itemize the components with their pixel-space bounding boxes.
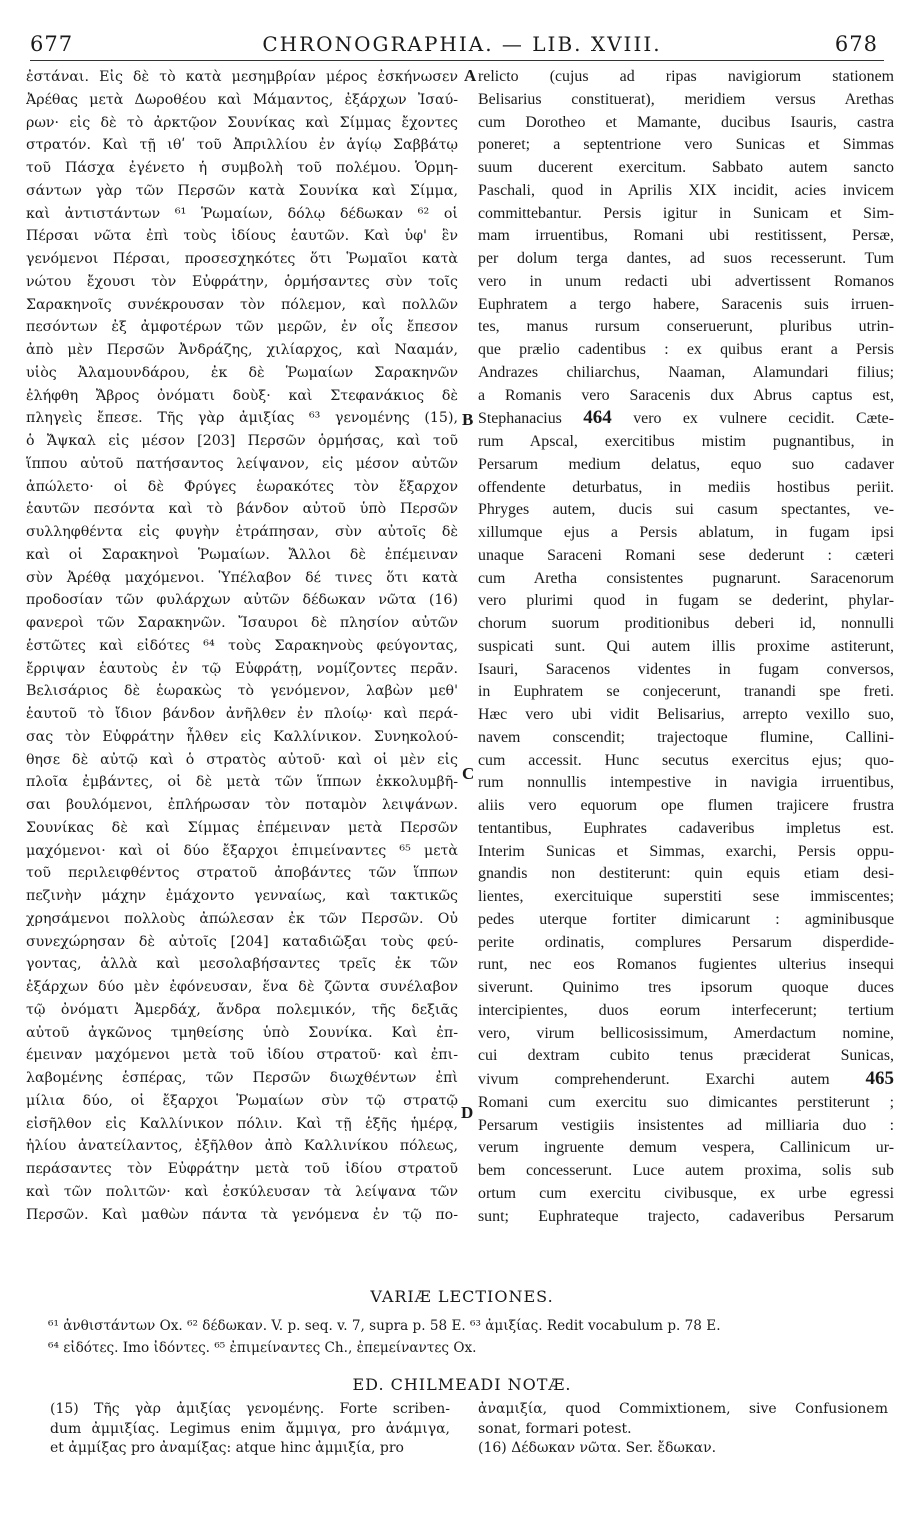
latin-text-line: rum Apscal, exercitibus mistim pugnantibus, in [478,433,894,450]
latin-text-line: Isauri, Saracenos videntes in fugam conversos, [478,660,894,678]
greek-text-line: νώτου ἔχουσι τὸν Εὐφράτην, ὁρμήσαντες σὺν τοῖς [26,273,458,290]
latin-text-line: vero in unum redacti ubi advertissent Romanos [478,272,894,290]
latin-text-fragment: Stephanacius [478,410,562,428]
latin-text-line: offendente deturbatus, in mediis hostibus periit. [478,478,894,496]
greek-text-line: προδοσίαν τῶν φυλάρχων αὐτῶν δέδωκαν νῶτα (16) [26,592,458,609]
latin-text-line: verum ingruente demum vespera, Callinicum ur- [478,1139,894,1157]
note-line: ἀναμιξία, quod Commixtionem, sive Confusionem [478,1401,888,1417]
greek-text-line: συνεχώρησαν δὲ αὐτοῖς [204] καταδιῶξαι τοὺς φεύ- [26,933,458,950]
greek-text-line: τοῦ περιλειφθέντος στρατοῦ ἀποβάντες τῶν ἵππων [26,865,458,882]
greek-text-line: καὶ τῶν πολιτῶν· καὶ ἐσκύλευσαν τὰ λείψανα τῶν [26,1183,458,1200]
greek-text-line: γοντας, ἀλλὰ καὶ μεσολαβήσαντες τρεῖς ἐκ τῶν [26,956,458,973]
margin-marker-a: A [464,66,477,85]
variae-line-2: ⁶⁴ εἰδότες. Imo ἰδόντες. ⁶⁵ ἐπιμείναντες Ch., ἐπεμείναντες Ox. [48,1340,477,1356]
latin-text-line: Persarum vestigiis insistentes ad milliaria duo : [478,1116,894,1134]
greek-text-line: πεσόντων ἐξ ἀμφοτέρων τῶν μερῶν, ἐν οἷς ἔπεσον [26,319,458,336]
latin-text-line: tentantibus, Euphrates cadaveribus impletus est. [478,819,894,837]
latin-text-line: navem conscendit; trajectoque flumine, Callini- [478,728,894,746]
greek-text-line: πεζινὴν μάχην ἐμάχοντο γενναίως, καὶ τακτικῶς [26,888,458,904]
greek-text-line: τοῦ Πάσχα ἐγένετο ἡ συμβολὴ τοῦ πολέμου. Ὁρμη- [26,160,458,176]
greek-text-line: λαβομένης ἑσπέρας, τῶν Περσῶν διωχθέντων ἐπὶ [26,1070,458,1086]
latin-text-column [478,66,894,1228]
latin-text-line: bem concesserunt. Luce autem proxima, solis sub [478,1162,894,1179]
greek-text-line: Σουνίκας δὲ καὶ Σίμμας ἐπέμειναν μετὰ Περσῶν [26,819,458,836]
greek-text-line: χρησάμενοι πολλοὺς ἀπώλεσαν ἐκ τῶν Περσῶν. Οὐ [26,910,458,927]
greek-text-line: εἰσῆλθον εἰς Καλλίνικον πόλιν. Καὶ τῇ ἑξῆς ἡμέρᾳ, [26,1115,458,1132]
latin-text-line [478,1068,894,1092]
greek-text-line: Σαρακηνοῖς συνέκρουσαν τὸν πόλεμον, καὶ πολλῶν [26,296,458,313]
latin-text-line: Interim Sunicas et Simmas, exarchi, Persis oppu- [478,842,894,860]
latin-text-line: poneret; a septentrione vero Sunicas et Simmas [478,136,894,154]
inline-page-number-464: 464 [583,407,612,429]
latin-text-line: intercipientes, duos eorum interfecerunt; tertium [478,1001,894,1019]
greek-text-line: φανεροὶ τῶν Σαρακηνῶν. Ἴσαυροι δὲ πλησίον αὐτῶν [26,615,458,631]
note-line: et ἀμμίξας pro ἀναμίξας: atque hinc ἀμμιξία, pro [50,1440,404,1456]
latin-text-line: siverunt. Quinimo tres ipsorum quoque duces [478,979,894,996]
notes-right-column [478,1400,888,1459]
latin-text-line: tes, manus rursum conseruerunt, pluribus utrin- [478,318,894,336]
latin-text-line: cum accessit. Hunc secutus exercitus ejus; quo- [478,751,894,769]
latin-text-line: relicto (cujus ad ripas navigiorum stationem [478,68,894,85]
note-line: (15) Τῆς γὰρ ἀμιξίας γενομένης. Forte scriben- [50,1401,450,1417]
latin-text-line: perite ordinatis, complures Persarum disperdide- [478,933,894,951]
greek-text-line: στρατόν. Καὶ τῇ ιθʹ τοῦ Ἀπριλλίου ἐν ἁγίῳ Σαββάτῳ [26,137,458,154]
latin-text-line: vero plurimi quod in fugam se dederint, phylar- [478,592,894,610]
variae-line-1: ⁶¹ ἀνθιστάντων Ox. ⁶² δέδωκαν. V. p. seq. v. 7, supra p. 58 E. ⁶³ ἀμιξίας. Redit vocabulum p. 78 E. [48,1318,721,1334]
page-header [0,22,924,56]
greek-text-line: Βελισάριος δὲ ἑωρακὼς τὸ γενόμενον, λαβὼν μεθ' [26,683,458,700]
greek-text-line: ἑαυτῶν πεσόντα καὶ τὸ βάνδον αὐτοῦ ὑπὸ Περσῶν [26,501,458,518]
greek-text-line: ἐξάρχων δύο μὲν ἐφόνευσαν, ἕνα δὲ ζῶντα συνέλαβον [26,979,458,995]
latin-text-line: Hæc vero ubi vidit Belisarius, arrepto vexillo suo, [478,706,894,723]
inline-page-number-465: 465 [865,1068,894,1089]
greek-text-line: πληγεὶς ἔπεσε. Τῆς γὰρ ἀμιξίας ⁶³ γενομένης (15), [26,410,458,427]
latin-text-line: que prælio cadentibus : ex quibus erant a Persis [478,341,894,358]
running-title: CHRONOGRAPHIA. — LIB. XVIII. [262,32,662,56]
latin-text-line: runt, nec eos Romanos fugientes ulterius insequi [478,956,894,974]
latin-text-line: committebantur. Persis igitur in Sunicam et Sim- [478,204,894,222]
latin-text-line: pedes uterque fortiter dimicarunt : agminibusque [478,910,894,928]
latin-text-line: Phryges autem, ducis sui casum spectantes, ve- [478,501,894,519]
greek-text-line: καὶ ἀντιστάντων ⁶¹ Ῥωμαίων, δόλῳ δέδωκαν ⁶² οἱ [26,205,458,222]
greek-text-line: ἔρριψαν ἑαυτοὺς ἐν τῷ Εὐφράτῃ, νομίζοντες περᾶν. [26,660,458,677]
latin-text-line: chorum suorum proditionibus deberi id, nonnulli [478,615,894,632]
greek-text-line: ἀπώλετο· οἱ δὲ Φρύγες ἑωρακότες τὸν ἔξαρχον [26,478,458,495]
latin-text-line: Romani cum exercitu suo dimicantes perstiterunt ; [478,1093,894,1111]
greek-text-line: σαι βουλόμενοι, ἐπλήρωσαν τὸν ποταμὸν λειψάνων. [26,797,458,813]
latin-text-line: a Romanis vero Saracenis dux Abrus captus est, [478,386,894,404]
greek-text-line: μαχόμενοι· καὶ οἱ δύο ἔξαρχοι ἐπιμείναντες ⁶⁵ μετὰ [26,842,458,859]
greek-text-line: υἱὸς Ἀλαμουνδάρου, ἐκ δὲ Ῥωμαίων Σαρακηνῶν [26,364,458,381]
latin-text-line: unaque Saraceni Romani sese dederunt : cæteri [478,546,894,564]
page-number-left: 677 [30,32,74,56]
greek-text-line: ἑαυτοῦ τὸ ἴδιον βάνδον ἀνῆλθεν ἐν πλοίῳ· καὶ περά- [26,706,458,722]
greek-text-line: περάσαντες τὸν Εὐφράτην μετὰ τοῦ ἰδίου στρατοῦ [26,1161,458,1177]
latin-text-line: cui dextram cubito tenus præciderat Sunicas, [478,1047,894,1065]
greek-text-line: συλληφθέντα εἰς φυγὴν ἐτράπησαν, σὺν αὐτοῖς δὲ [26,524,458,540]
latin-text-line: Persarum medium delatus, equo suo cadaver [478,455,894,473]
greek-text-line: γενόμενοι Πέρσαι, προσεσχηκότες ὅτι Ῥωμαῖοι κατὰ [26,251,458,267]
greek-text-line: αὐτοῦ ἀγκῶνος τμηθείσης ὑπὸ Σουνίκα. Καὶ ἐπ- [26,1024,458,1041]
greek-text-line: ἐστάναι. Εἰς δὲ τὸ κατὰ μεσημβρίαν μέρος ἐσκήνωσεν [26,69,458,85]
latin-text-line: gnandis non destiterunt: quin equis etiam desi- [478,865,894,883]
latin-text-line: per dolum terga dantes, ad suos recesserunt. Tum [478,250,894,267]
greek-text-line: ἀπὸ μὲν Περσῶν Ἀνδράζης, χιλίαρχος, καὶ Νααμάν, [26,342,458,358]
note-line: dum ἀμμιξίας. Legimus enim ἄμμιγα, pro ἀνάμιγα, [50,1420,450,1437]
latin-text-line: lientes, exercituique superstiti sese immiscentes; [478,888,894,905]
latin-text-line: suspicati sunt. Qui autem illis proxime astiterunt, [478,637,894,655]
notae-title: ED. CHILMEADI NOTÆ. [352,1375,572,1394]
greek-text-line: ὁ Ἄψκαλ εἰς μέσον [203] Περσῶν ὁρμήσας, καὶ τοῦ [26,433,458,449]
latin-text-line: vero, virum bellicosissimum, Amerdactum nomine, [478,1024,894,1042]
margin-marker-c: C [462,764,475,783]
greek-text-column [26,66,458,1226]
greek-text-line: Ἀρέθας μετὰ Δωροθέου καὶ Μάμαντος, ἐξάρχων Ἰσαύ- [26,91,458,108]
latin-text-line [478,407,894,431]
greek-text-line: έμειναν μαχόμενοι μετὰ τοῦ ἰδίου στρατοῦ· καὶ ἐπι- [26,1047,458,1064]
latin-text-line: Andrazes chiliarchus, Naaman, Alamundari filius; [478,363,894,381]
latin-text-line: cum Dorotheo et Mamante, ducibus Isauris, castra [478,113,894,131]
greek-text-line: σάντων γὰρ τῶν Περσῶν κατὰ Σουνίκα καὶ Σίμμα, [26,182,458,199]
page-number-right: 678 [834,32,878,56]
note-line: sonat, formari potest. [478,1420,632,1437]
latin-text-line: in Euphratem se conjecerunt, tranandi spe freti. [478,683,894,701]
greek-text-line: ἡλίου ἀνατείλαντος, ἐξῆλθον ἀπὸ Καλλινίκου πόλεως, [26,1138,458,1155]
latin-text-line: sunt; Euphrateque trajecto, cadaveribus Persarum [478,1207,894,1225]
latin-text-line: Belisarius constituerat), meridiem versus Arethas [478,90,894,108]
greek-text-line: ρων· εἰς δὲ τὸ ἀρκτῷον Σουνίκας καὶ Σίμμας ἔχοντες [26,114,458,131]
latin-text-fragment: vero ex vulnere cecidit. Cæte- [633,410,894,428]
greek-text-line: σας τὸν Εὐφράτην ἦλθεν εἰς Καλλίνικον. Συνηκολού- [26,728,458,745]
latin-text-line: Euphratem a tergo habere, Saracenis suis irruen- [478,295,894,313]
latin-text-fragment: vivum comprehenderunt. Exarchi autem [478,1071,830,1088]
header-rule [30,60,884,61]
latin-text-line: Paschali, quod in Aprilis XIX incidit, acies invicem [478,181,894,199]
margin-marker-d: D [461,1103,474,1122]
greek-text-line: ἑστῶτες καὶ εἰδότες ⁶⁴ τοὺς Σαρακηνοὺς φεύγοντας, [26,637,458,654]
greek-text-line: μίλια δύο, οἱ ἔξαρχοι Ῥωμαίων σὺν τῷ στρατῷ [26,1092,458,1109]
greek-text-line: Περσῶν. Καὶ μαθὼν πάντα τὰ γενόμενα ἐν τῷ πο- [26,1206,458,1223]
greek-text-line: Πέρσαι νῶτα ἐπὶ τοὺς ἰδίους ἑαυτῶν. Καὶ ὑφ' ἓν [26,228,458,245]
note-line: (16) Δέδωκαν νῶτα. Ser. ἔδωκαν. [478,1440,717,1456]
greek-text-line: ἵππου αὐτοῦ πατήσαντος λείψανον, εἰς μέσον αὐτῶν [26,455,458,472]
latin-text-line: rum nonnullis intempestive in navigia irruentibus, [478,774,894,792]
greek-text-line: πλοῖα ἐμβάντες, οἱ δὲ μετὰ τῶν ἵππων ἐκκολυμβῆ- [26,774,458,791]
latin-text-line: suum ducerent exercitum. Sabbato autem sancto [478,159,894,176]
variae-lectiones-title: VARIÆ LECTIONES. [370,1287,554,1306]
latin-text-line: ortum cum exercitu civibusque, ex urbe egressi [478,1184,894,1202]
greek-text-line: ἐλήφθη Ἄβρος ὀνόματι δοὺξ· καὶ Στεφανάκιος δὲ [26,387,458,404]
latin-text-line: xillumque ejus a Persis ablatum, in fugam ipsi [478,524,894,541]
greek-text-line: τῷ ὀνόματι Ἀμερδάχ, ἄνδρα πολεμικόν, τῆς δεξιᾶς [26,1001,458,1018]
margin-marker-b: B [462,410,474,429]
latin-text-line: aliis vero equorum ope flumen trajicere frustra [478,797,894,814]
latin-text-line: cum Aretha consistentes pugnarunt. Saracenorum [478,569,894,587]
latin-text-line: mam irruentibus, Romani ubi restitissent, Persæ, [478,227,894,245]
greek-text-line: σὺν Ἀρέθᾳ μαχόμενοι. Ὑπέλαβον δέ τινες ὅτι κατὰ [26,569,458,586]
greek-text-line: καὶ οἱ Σαρακηνοὶ Ῥωμαίων. Ἄλλοι δὲ ἐπέμειναν [26,546,458,563]
notes-left-column [50,1400,450,1459]
greek-text-line: θησε δὲ αὐτῷ καὶ ὁ στρατὸς αὐτοῦ· καὶ οἱ μὲν εἰς [26,751,458,768]
